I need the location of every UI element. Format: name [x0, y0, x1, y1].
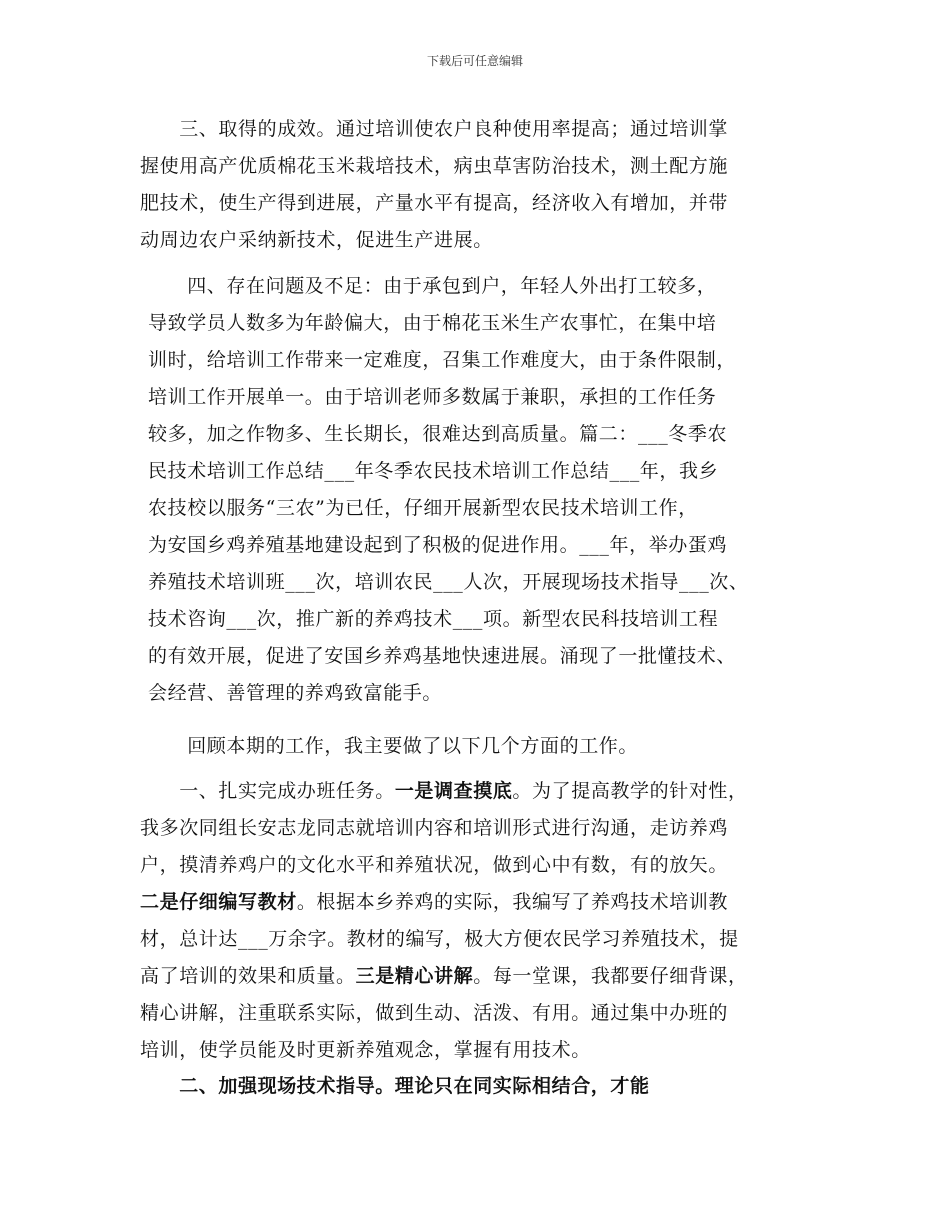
text-line: 握使用高产优质棉花玉米栽培技术，病虫草害防治技术，测土配方施 [140, 155, 729, 177]
text-line [140, 884, 810, 921]
text-line: 三、取得的成效。通过培训使农户良种使用率提高；通过培训掌 [140, 118, 729, 140]
text-line: 训时，给培训工作带来一定难度，召集工作难度大，由于条件限制， [148, 349, 737, 371]
paragraph-training-tasks [140, 773, 810, 1069]
text-line: 动周边农户采纳新技术，促进生产进展。 [140, 229, 493, 251]
paragraph-problems [148, 268, 818, 712]
text-line: 精心讲解，注重联系实际，做到生动、活泼、有用。通过集中办班的 [140, 1002, 729, 1024]
text-line [140, 958, 810, 995]
text-line: 培训工作开展单一。由于培训老师多数属于兼职，承担的工作任务 [148, 386, 717, 408]
text-run: 。每一堂课，我都要仔细背课， [473, 965, 748, 987]
text-line: 为安国乡鸡养殖基地建设起到了积极的促进作用。___年，举办蛋鸡 [148, 534, 728, 556]
text-run: 。根据本乡养鸡的实际，我编写了养鸡技术培训教 [296, 891, 729, 913]
text-line: 技术咨询___次，推广新的养鸡技术___项。新型农民科技培训工程 [148, 608, 719, 630]
bold-heading-lecture: 三是精心讲解 [355, 965, 474, 987]
text-line: 四、存在问题及不足：由于承包到户，年轻人外出打工较多， [148, 275, 717, 297]
paragraph-field-guidance [140, 1068, 810, 1105]
paragraph-review [148, 728, 818, 765]
paragraph-results [140, 111, 810, 259]
text-line: 导致学员人数多为年龄偏大，由于棉花玉米生产农事忙，在集中培 [148, 312, 717, 334]
text-line: 养殖技术培训班___次，培训农民___人次，开展现场技术指导___次、 [148, 571, 749, 593]
text-line: 的有效开展，促进了安国乡养鸡基地快速进展。涌现了一批懂技术、 [148, 645, 737, 667]
text-line: 农技校以服务“三农”为已任，仔细开展新型农民技术培训工作， [148, 497, 698, 519]
text-run: 高了培训的效果和质量。 [140, 965, 356, 987]
bold-heading-survey: 一是调查摸底 [394, 780, 513, 802]
text-run: 一、扎实完成办班任务。 [140, 780, 395, 802]
text-line: 回顾本期的工作，我主要做了以下几个方面的工作。 [148, 735, 639, 757]
text-line: 户，摸清养鸡户的文化水平和养殖状况，做到心中有数，有的放矢。 [140, 854, 729, 876]
text-line: 较多，加之作物多、生长期长，很难达到高质量。篇二：___冬季农 [148, 423, 728, 445]
text-line: 会经营、善管理的养鸡致富能手。 [148, 682, 443, 704]
text-line [140, 773, 810, 810]
bold-heading-materials: 二是仔细编写教材 [140, 891, 297, 913]
text-line: 肥技术，使生产得到进展，产量水平有提高，经济收入有增加，并带 [140, 192, 729, 214]
text-line: 培训，使学员能及时更新养殖观念，掌握有用技术。 [140, 1039, 591, 1061]
page-header: 下载后可任意编辑 [426, 54, 523, 68]
text-line: 材，总计达___万余字。教材的编写，极大方便农民学习养殖技术，提 [140, 928, 739, 950]
text-line: 民技术培训工作总结___年冬季农民技术培训工作总结___年，我乡 [148, 460, 719, 482]
text-run: 。为了提高教学的针对性， [512, 780, 748, 802]
text-line: 我多次同组长安志龙同志就培训内容和培训形式进行沟通，走访养鸡 [140, 817, 729, 839]
text-line: 二、加强现场技术指导。理论只在同实际相结合，才能 [140, 1075, 650, 1097]
